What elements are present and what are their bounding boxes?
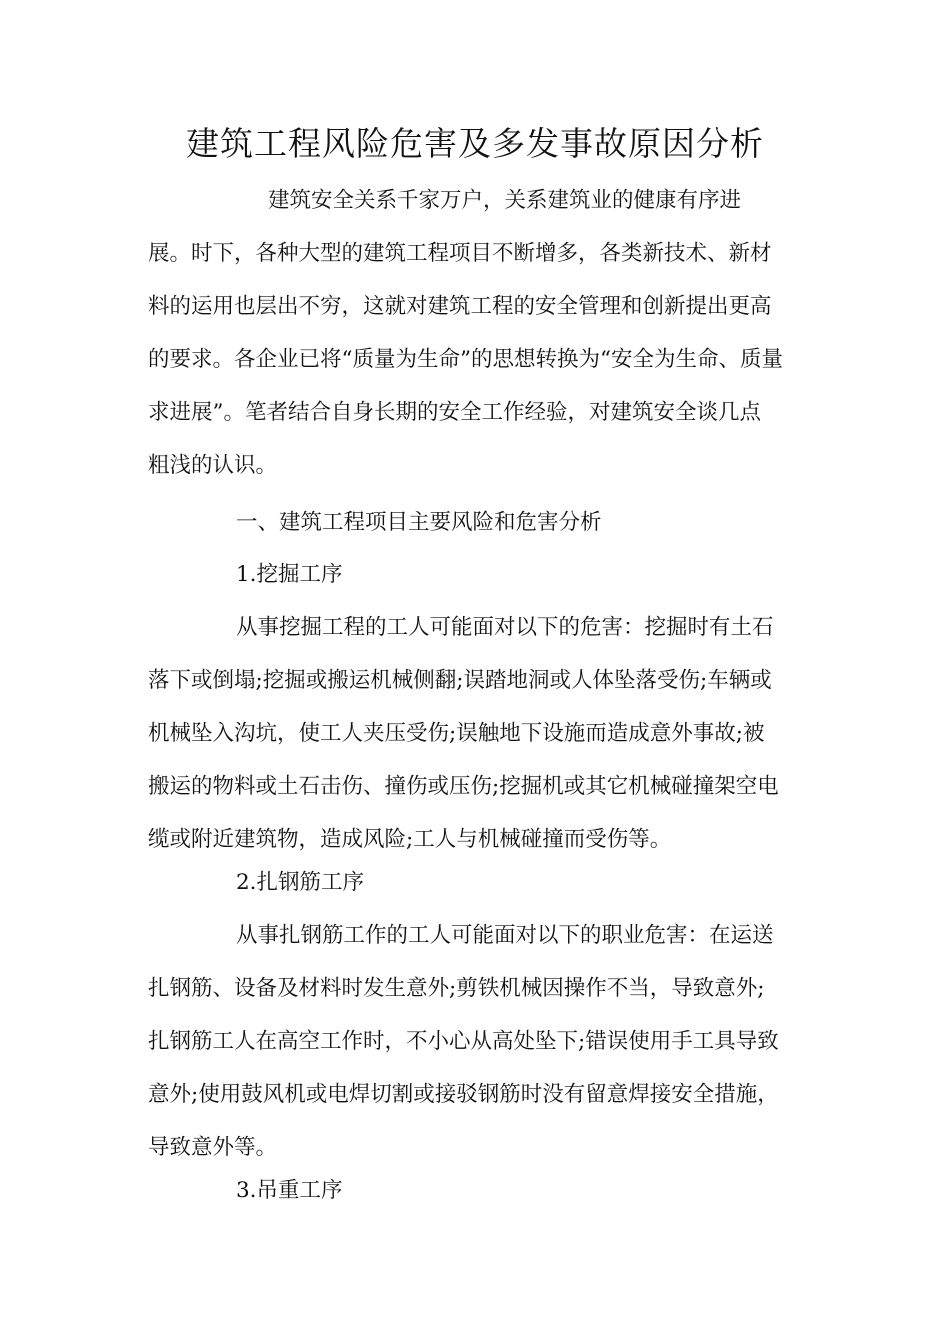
text-line: 粗浅的认识。: [148, 453, 278, 478]
text-line: 展。时下，各种大型的建筑工程项目不断增多，各类新技术、新材: [148, 241, 772, 266]
text-line: 落下或倒塌;挖掘或搬运机械侧翻;误踏地洞或人体坠落受伤;车辆或: [148, 668, 772, 693]
subsection-heading-text: 2.扎钢筋工序: [236, 870, 365, 895]
text-line: 扎钢筋工人在高空工作时，不小心从高处坠下;错误使用手工具导致: [148, 1029, 779, 1054]
text-line: 缆或附近建筑物，造成风险;工人与机械碰撞而受伤等。: [148, 827, 672, 852]
section-heading-text: 一、建筑工程项目主要风险和危害分析: [236, 510, 602, 535]
text-line: 料的运用也层出不穷，这就对建筑工程的安全管理和创新提出更高: [148, 294, 772, 319]
text-line: 扎钢筋、设备及材料时发生意外;剪铁机械因操作不当，导致意外;: [148, 976, 765, 1001]
excavation-paragraph: [148, 601, 804, 866]
subsection-heading-1: [148, 548, 804, 601]
text-line: 机械坠入沟坑，使工人夹压受伤;误触地下设施而造成意外事故;被: [148, 721, 765, 746]
subsection-heading-text: 1.挖掘工序: [236, 562, 343, 587]
text-line: 从事扎钢筋工作的工人可能面对以下的职业危害：在运送: [236, 923, 774, 948]
text-line: 搬运的物料或土石击伤、撞伤或压伤;挖掘机或其它机械碰撞架空电: [148, 774, 779, 799]
intro-paragraph: [148, 174, 804, 492]
subsection-heading-text: 3.吊重工序: [236, 1178, 343, 1203]
subsection-heading-3: [148, 1164, 804, 1217]
rebar-paragraph: [148, 909, 804, 1174]
text-line: 建筑安全关系千家万户，关系建筑业的健康有序进: [268, 188, 742, 213]
subsection-heading-2: [148, 856, 804, 909]
text-line: 导致意外等。: [148, 1135, 278, 1160]
text-line: 求进展”。笔者结合自身长期的安全工作经验，对建筑安全谈几点: [148, 400, 761, 425]
text-line: 从事挖掘工程的工人可能面对以下的危害：挖掘时有土石: [236, 615, 774, 640]
text-line: 意外;使用鼓风机或电焊切割或接驳钢筋时没有留意焊接安全措施，: [148, 1082, 779, 1107]
section-heading: [148, 496, 804, 549]
document-title: 建筑工程风险危害及多发事故原因分析: [186, 124, 764, 163]
text-line: 的要求。各企业已将“质量为生命”的思想转换为“安全为生命、质量: [148, 347, 783, 372]
